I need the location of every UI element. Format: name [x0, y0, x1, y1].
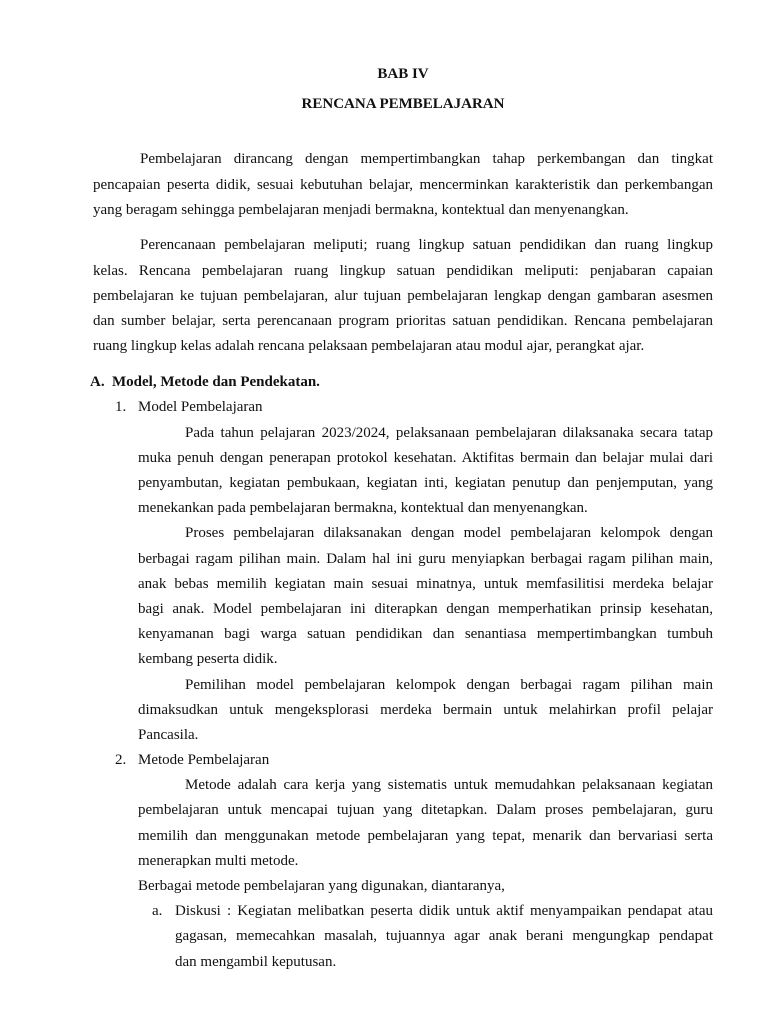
- paragraph-line: pembelajaran untuk mencapai tujuan yang ditetapkan. Dalam proses pembelajaran, guru: [138, 802, 713, 819]
- intro-paragraph-2: [93, 233, 713, 359]
- intro-paragraph-1: [93, 147, 713, 223]
- paragraph-line: Pancasila.: [138, 726, 199, 743]
- paragraph-line: penyambutan, kegiatan pembukaan, kegiatan inti, kegiatan penutup dan penjemputan, yang: [138, 475, 713, 491]
- method-paragraph-1: [138, 773, 713, 874]
- paragraph-line: berbagai ragam pilihan main. Dalam hal ini guru menyiapkan berbagai ragam pilihan main,: [138, 550, 713, 567]
- paragraph-line: anak bebas memilih kegiatan main sesuai minatnya, untuk memfasilitisi merdeka belajar: [138, 575, 713, 592]
- subsection-title: Model Pembelajaran: [138, 399, 263, 416]
- paragraph-line: dan sumber belajar, serta perencanaan program prioritas satuan pendidikan. Rencana pembelajaran: [93, 312, 713, 329]
- paragraph-line: pencapaian peserta didik, sesuai kebutuhan belajar, mencerminkan karakteristik dan perkembangan: [93, 176, 713, 193]
- paragraph-line: memilih dan menggunakan metode pembelajaran yang tepat, menarik dan bervariasi serta: [138, 827, 713, 844]
- chapter-title: RENCANA PEMBELAJARAN: [301, 96, 505, 113]
- model-paragraph-1: [138, 421, 713, 522]
- section-title: Model, Metode dan Pendekatan.: [112, 374, 320, 391]
- model-paragraph-2: [138, 521, 713, 672]
- subsection-model-heading: [93, 395, 713, 420]
- section-marker: A.: [90, 374, 105, 391]
- paragraph-line: Pembelajaran dirancang dengan mempertimbangkan tahap perkembangan dan tingkat: [140, 151, 713, 168]
- paragraph-line: kelas. Rencana pembelajaran ruang lingkup satuan pendidikan meliputi: penjabaran capaian: [93, 262, 713, 279]
- paragraph-line: bagi anak. Model pembelajaran ini diterapkan dengan memperhatikan prinsip kesehatan,: [138, 600, 713, 617]
- paragraph-line: Metode adalah cara kerja yang sistematis untuk memudahkan pelaksanaan kegiatan: [185, 777, 713, 794]
- list-item-line: dan mengambil keputusan.: [175, 953, 337, 970]
- paragraph-line: Pada tahun pelajaran 2023/2024, pelaksanaan pembelajaran dilaksanaka secara tatap: [185, 424, 713, 441]
- paragraph-line: Pemilihan model pembelajaran kelompok dengan berbagai ragam pilihan main: [185, 676, 713, 693]
- paragraph-line: menerapkan multi metode.: [138, 852, 299, 869]
- paragraph-line: yang beragam sehingga pembelajaran menjadi bermakna, kontektual dan menyenangkan.: [93, 201, 629, 218]
- subsection-title: Metode Pembelajaran: [138, 752, 270, 769]
- section-a-heading: [90, 370, 713, 395]
- subsection-method-heading: [93, 748, 713, 773]
- paragraph-line: dimaksudkan untuk mengeksplorasi merdeka bermain untuk melahirkan profil pelajar: [138, 701, 713, 718]
- model-paragraph-3: [138, 673, 713, 749]
- chapter-heading: BAB IV: [377, 66, 429, 83]
- method-list-lead: Berbagai metode pembelajaran yang digunakan, diantaranya,: [138, 878, 505, 894]
- paragraph-line: Perencanaan pembelajaran meliputi; ruang lingkup satuan pendidikan dan ruang lingkup: [140, 237, 713, 254]
- text-column: [90, 62, 713, 974]
- method-list-item-a: [152, 899, 713, 975]
- paragraph-line: kembang peserta didik.: [138, 651, 278, 668]
- list-marker: a.: [152, 903, 163, 920]
- paragraph-line: kenyamanan bagi warga satuan pendidikan dan senantiasa mempertimbangkan tumbuh: [138, 626, 713, 643]
- list-item-line: gagasan, memecahkan masalah, tujuannya agar anak berani mengungkap pendapat: [175, 928, 713, 945]
- paragraph-line: menekankan pada pembelajaran bermakna, kontektual dan menyenangkan.: [138, 500, 588, 517]
- paragraph-line: ruang lingkup kelas adalah rencana pelaksaan pembelajaran atau modul ajar, perangkat ajar.: [93, 338, 645, 355]
- subsection-number: 1.: [115, 399, 127, 416]
- paragraph-line: muka penuh dengan penerapan protokol kesehatan. Aktifitas bermain dan belajar mulai dari: [138, 449, 713, 466]
- subsection-number: 2.: [115, 752, 127, 769]
- list-item-line: Diskusi : Kegiatan melibatkan peserta didik untuk aktif menyampaikan pendapat atau: [175, 903, 713, 920]
- paragraph-line: pembelajaran ke tujuan pembelajaran, alur tujuan pembelajaran lengkap dengan gambaran asesmen: [93, 287, 713, 304]
- paragraph-line: Proses pembelajaran dilaksanakan dengan model pembelajaran kelompok dengan: [185, 525, 713, 542]
